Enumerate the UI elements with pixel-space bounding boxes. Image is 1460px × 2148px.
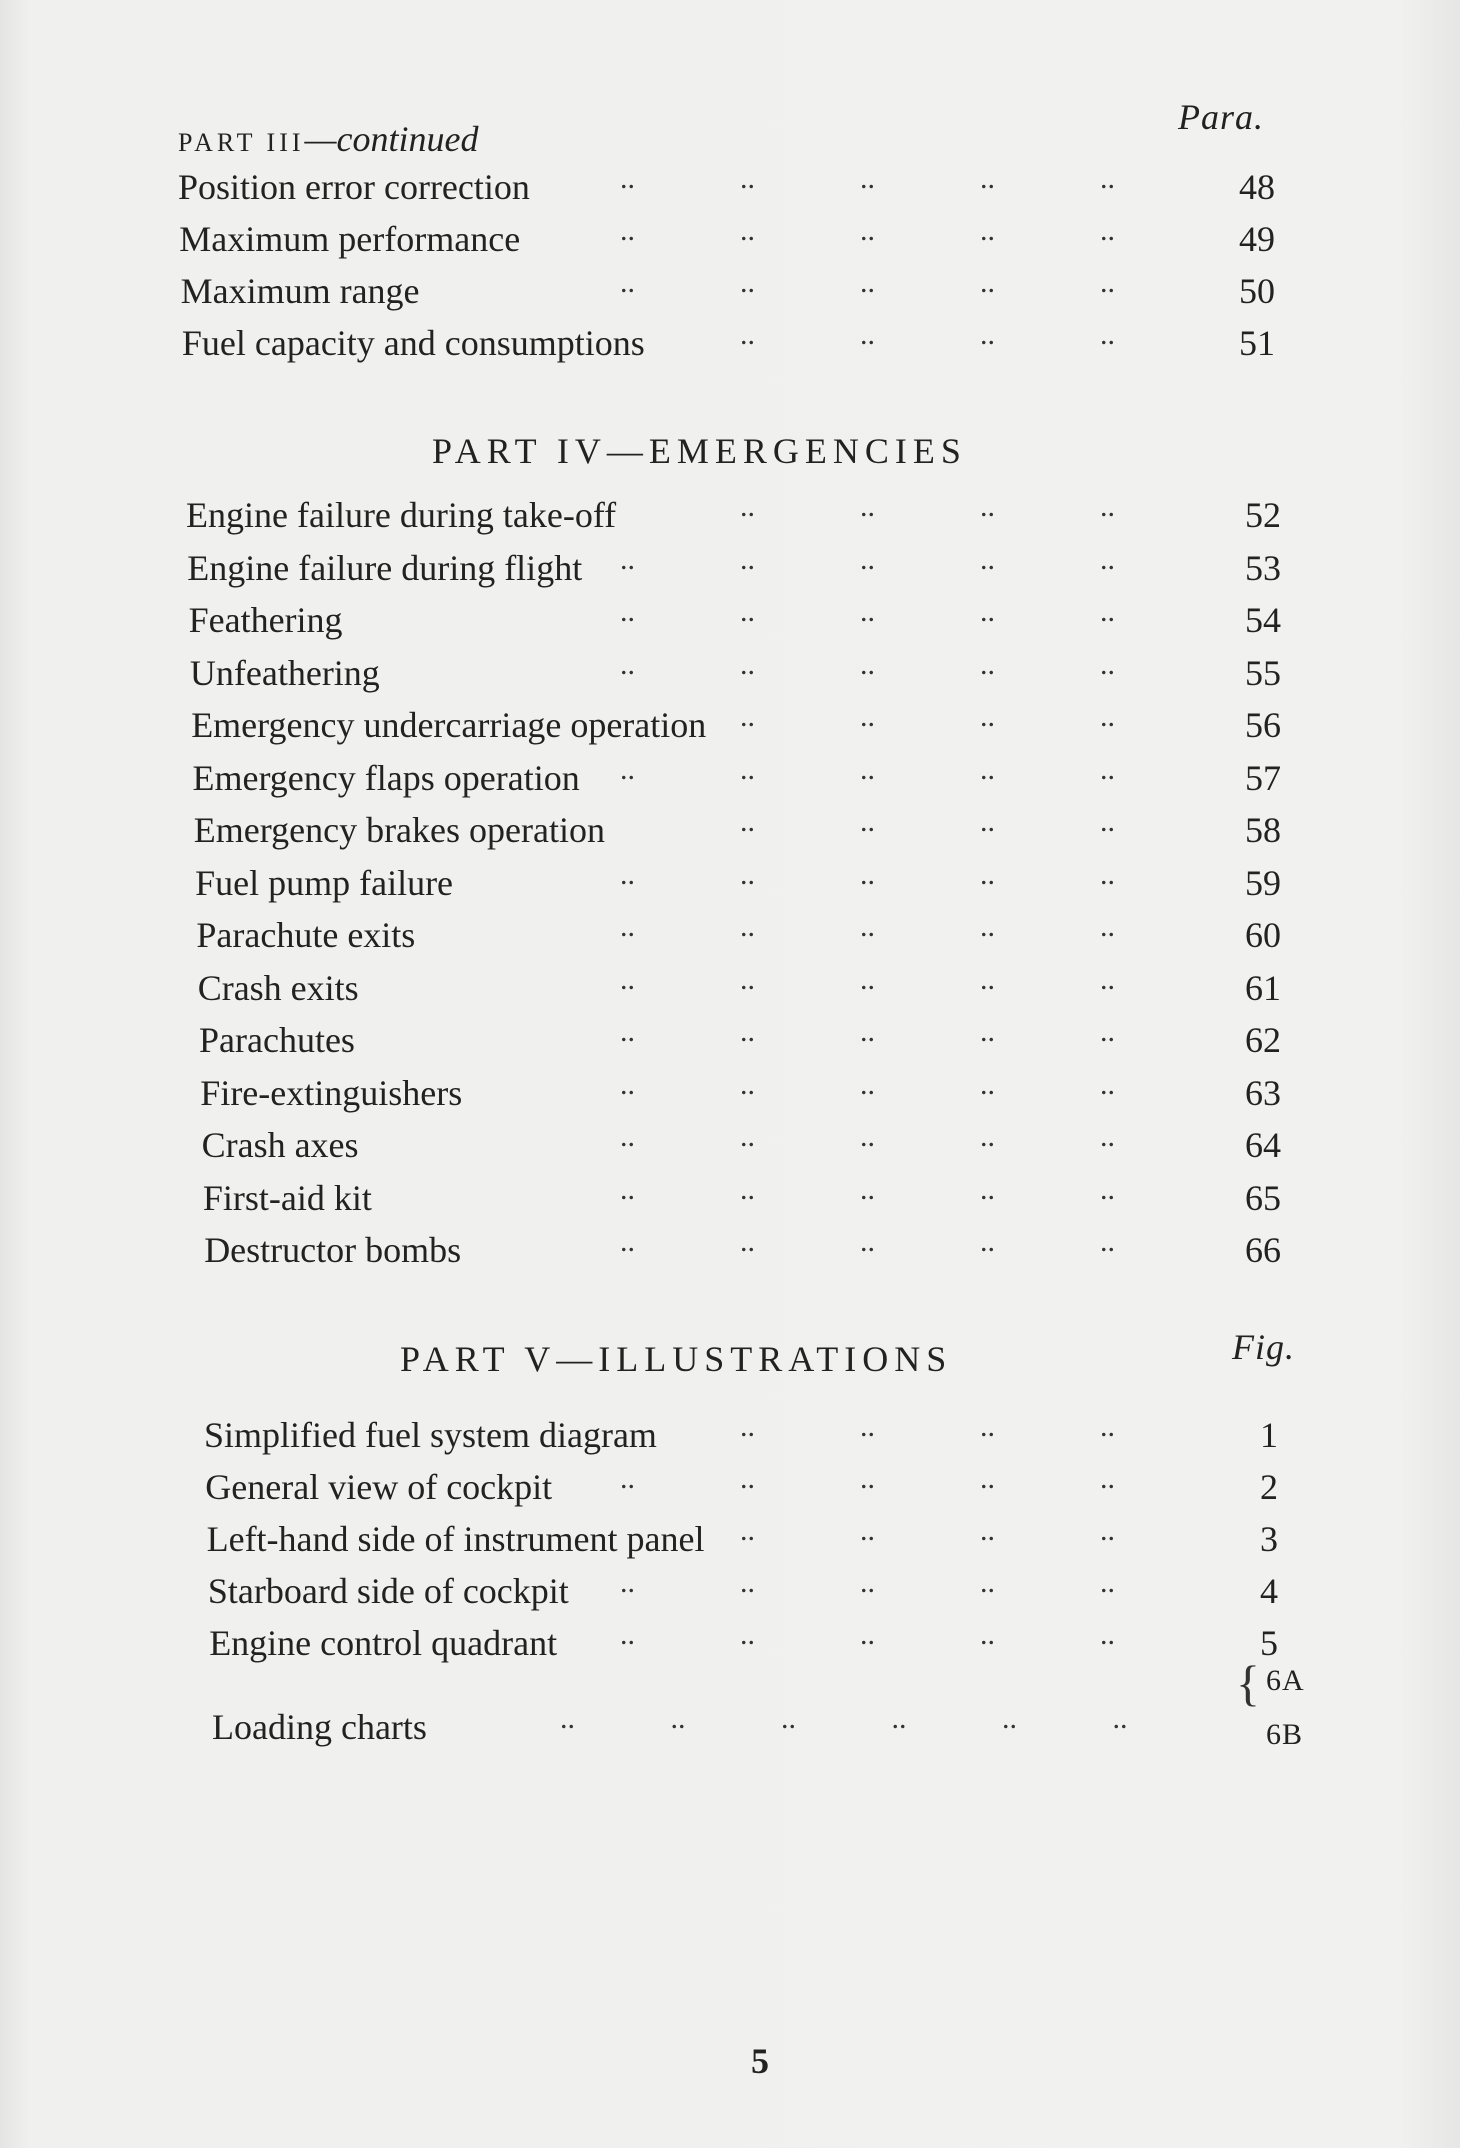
para-number: 54 (1245, 600, 1281, 640)
toc-entry-label: Engine failure during flight (187, 547, 583, 588)
para-number: 65 (1245, 1177, 1281, 1218)
toc-entry-label: Crash axes (201, 1125, 359, 1165)
para-number: 58 (1245, 810, 1281, 850)
toc-row[interactable]: Fire-extinguishers .. .. .. .. .. 63 (0, 1072, 1460, 1122)
fig-number: 4 (1260, 1571, 1278, 1611)
toc-entry-label: Unfeathering (189, 652, 380, 693)
dot-leader: .. .. .. .. .. .. (560, 1702, 1128, 1735)
toc-row[interactable]: Engine failure during flight .. .. .. .. .. 53 (0, 547, 1460, 597)
toc-row[interactable]: Fuel pump failure .. .. .. .. .. 59 (0, 862, 1460, 912)
para-number: 62 (1245, 1020, 1281, 1060)
toc-row[interactable]: Left-hand side of instrument panel .. .. .. .. 3 (0, 1518, 1460, 1568)
toc-entry-label: Maximum range (180, 271, 420, 311)
toc-row[interactable]: Parachutes .. .. .. .. .. 62 (0, 1019, 1460, 1069)
toc-entry-label: Loading charts (212, 1707, 427, 1747)
toc-entry-label: Parachutes (199, 1020, 355, 1060)
part-3-heading (178, 118, 479, 160)
toc-row[interactable]: Emergency flaps operation .. .. .. .. .. 57 (0, 757, 1460, 807)
toc-row[interactable]: Crash exits .. .. .. .. .. 61 (0, 967, 1460, 1017)
para-number: 60 (1245, 915, 1281, 955)
toc-entry-label: Feathering (188, 600, 343, 640)
toc-entry-label: Parachute exits (196, 915, 416, 955)
para-number: 64 (1245, 1125, 1281, 1165)
para-number: 55 (1245, 652, 1281, 693)
toc-row[interactable]: Engine control quadrant .. .. .. .. .. 5 (0, 1622, 1460, 1672)
toc-entry-label: Fuel pump failure (195, 862, 454, 903)
para-number: 50 (1239, 271, 1275, 311)
para-number: 51 (1239, 323, 1275, 363)
toc-row[interactable]: Position error correction .. .. .. .. .. 48 (0, 166, 1460, 216)
toc-row[interactable]: Maximum range .. .. .. .. .. 50 (0, 270, 1460, 320)
toc-row[interactable]: Emergency undercarriage operation .. .. .. .. 56 (0, 704, 1460, 754)
para-number: 48 (1239, 167, 1275, 207)
para-number: 63 (1245, 1072, 1281, 1113)
page-number: 5 (751, 2041, 769, 2081)
toc-entry-label: Starboard side of cockpit (207, 1571, 569, 1611)
fig-number: 2 (1260, 1467, 1278, 1507)
toc-entry-label: Engine failure during take-off (186, 495, 617, 535)
toc-entry-label: Emergency brakes operation (193, 810, 605, 850)
toc-row[interactable]: Feathering .. .. .. .. .. 54 (0, 599, 1460, 649)
toc-entry-label: Crash exits (197, 967, 359, 1008)
toc-row[interactable]: Engine failure during take-off .. .. .. .. 52 (0, 494, 1460, 544)
para-number: 66 (1245, 1230, 1281, 1270)
fig-number: 5 (1260, 1623, 1278, 1663)
toc-row[interactable]: Destructor bombs .. .. .. .. .. 66 (0, 1229, 1460, 1279)
toc-entry-label: First-aid kit (202, 1177, 372, 1218)
para-number: 53 (1245, 547, 1281, 588)
part-4-heading: PART IV—EMERGENCIES (432, 431, 967, 471)
toc-row[interactable]: Fuel capacity and consumptions .. .. .. .. 51 (0, 322, 1460, 372)
part-3-heading-suffix: —continued (304, 119, 479, 159)
para-number: 49 (1239, 219, 1275, 259)
toc-row[interactable]: Crash axes .. .. .. .. .. 64 (0, 1124, 1460, 1174)
para-number: 59 (1245, 862, 1281, 903)
toc-entry-label: Position error correction (178, 167, 530, 207)
toc-row[interactable]: Starboard side of cockpit .. .. .. .. .. 4 (0, 1570, 1460, 1620)
para-column-header: Para. (1178, 97, 1264, 137)
toc-row[interactable]: General view of cockpit .. .. .. .. .. 2 (0, 1466, 1460, 1516)
fig-number: 3 (1260, 1519, 1278, 1559)
para-number: 56 (1245, 705, 1281, 745)
part-3-heading-prefix: PART III (178, 128, 305, 157)
toc-entry-label: Fire-extinguishers (200, 1072, 463, 1113)
toc-row[interactable]: Emergency brakes operation .. .. .. .. 58 (0, 809, 1460, 859)
brace-icon: { (1236, 1655, 1260, 1711)
toc-entry-label: Simplified fuel system diagram (204, 1415, 657, 1455)
fig-number-a: 6A (1266, 1664, 1305, 1697)
toc-entry-label: Destructor bombs (204, 1230, 462, 1270)
para-number: 52 (1245, 495, 1281, 535)
toc-row[interactable]: First-aid kit .. .. .. .. .. 65 (0, 1177, 1460, 1227)
toc-entry-label: Engine control quadrant (209, 1623, 558, 1663)
fig-number-b: 6B (1266, 1718, 1304, 1751)
para-number: 61 (1245, 967, 1281, 1008)
toc-row[interactable]: Maximum performance .. .. .. .. .. 49 (0, 218, 1460, 268)
toc-row[interactable]: Unfeathering .. .. .. .. .. 55 (0, 652, 1460, 702)
toc-entry-label: Emergency flaps operation (192, 757, 580, 798)
toc-entry-label: Left-hand side of instrument panel (206, 1519, 705, 1559)
part-5-heading: PART V—ILLUSTRATIONS (400, 1339, 953, 1379)
para-number: 57 (1245, 757, 1281, 798)
fig-number: 1 (1260, 1415, 1278, 1455)
toc-row-loading-charts[interactable] (0, 1702, 1460, 1756)
toc-entry-label: Maximum performance (179, 219, 521, 259)
toc-row[interactable]: Simplified fuel system diagram .. .. .. .. 1 (0, 1414, 1460, 1464)
toc-entry-label: Emergency undercarriage operation (191, 705, 707, 745)
toc-entry-label: General view of cockpit (205, 1467, 553, 1507)
toc-entry-label: Fuel capacity and consumptions (181, 323, 645, 363)
toc-row[interactable]: Parachute exits .. .. .. .. .. 60 (0, 914, 1460, 964)
fig-column-header: Fig. (1232, 1327, 1295, 1367)
